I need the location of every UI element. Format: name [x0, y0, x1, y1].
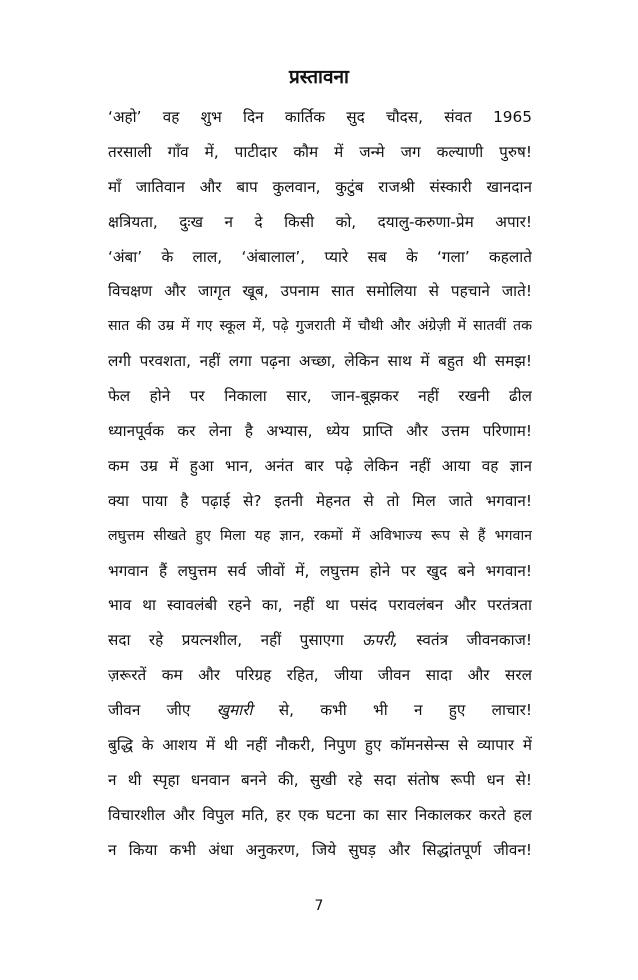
emphasis-text: खुमारी — [216, 701, 253, 720]
poem-line: ‘अंबा’ के लाल, ‘अंबालाल’, प्यारे सब के ‘गला’ कहलाते — [108, 247, 532, 266]
poem-line: माँ जातिवान और बाप कुलवान, कुटुंब राजश्री संस्कारी खानदान — [108, 177, 532, 196]
emphasis-text: ऊपरी, — [362, 631, 398, 650]
poem-line — [108, 623, 532, 658]
poem-line: भगवान हैं लघुत्तम सर्व जीवों में, लघुत्तम होने पर खुद बने भगवान! — [108, 561, 532, 580]
poem-line: ज़रूरतें कम और परिग्रह रहित, जीया जीवन सादा और सरल — [108, 666, 532, 685]
line-text: जीवन जीए — [108, 701, 217, 720]
poem-line: लघुत्तम सीखते हुए मिला यह ज्ञान, रकमों में अविभाज्य रूप से हैं भगवान — [108, 527, 532, 544]
poem-line: क्या पाया है पढ़ाई से? इतनी मेहनत से तो मिल जाते भगवान! — [108, 491, 532, 510]
poem-line: न किया कभी अंधा अनुकरण, जिये सुघड़ और सिद्धांतपूर्ण जीवन! — [108, 840, 532, 859]
poem-line: विचारशील और विपुल मति, हर एक घटना का सार निकालकर करते हल — [108, 805, 532, 824]
line-text: से, कभी भी न हुए लाचार! — [252, 701, 532, 720]
line-text: सदा रहे प्रयत्नशील, नहीं पुसाएगा — [108, 631, 363, 650]
poem-line: तरसाली गाँव में, पाटीदार कौम में जन्मे जग कल्याणी पुरुष! — [108, 142, 532, 161]
poem-line: ध्यानपूर्वक कर लेना है अभ्यास, ध्येय प्राप्ति और उत्तम परिणाम! — [108, 422, 532, 441]
poem-line: विचक्षण और जागृत खूब, उपनाम सात समोलिया से पहचाने जाते! — [108, 282, 532, 301]
line-text: स्वतंत्र जीवनकाज! — [397, 631, 532, 650]
poem-line: कम उम्र में हुआ भान, अनंत बार पढ़े लेकिन नहीं आया वह ज्ञान — [108, 456, 532, 475]
poem-line: लगी परवशता, नहीं लगा पढ़ना अच्छा, लेकिन साथ में बहुत थी समझ! — [108, 352, 532, 371]
page-title: प्रस्तावना — [289, 66, 349, 88]
poem-line — [108, 693, 532, 728]
poem-line: न थी स्पृहा धनवान बनने की, सुखी रहे सदा संतोष रूपी धन से! — [108, 770, 532, 789]
poem-line: फेल होने पर निकाला सार, जान-बूझकर नहीं रखनी ढील — [108, 387, 532, 406]
poem-line: ‘अहो’ वह शुभ दिन कार्तिक सुद चौदस, संवत 1965 — [108, 108, 532, 126]
poem-line: बुद्धि के आशय में थी नहीं नौकरी, निपुण हुए कॉमनसेन्स से व्यापार में — [108, 736, 532, 755]
page-number: 7 — [314, 898, 324, 914]
poem-line: क्षत्रियता, दुःख न दे किसी को, दयालु-करुणा-प्रेम अपार! — [108, 212, 532, 231]
poem-line: भाव था स्वावलंबी रहने का, नहीं था पसंद परावलंबन और परतंत्रता — [108, 596, 532, 615]
poem-line: सात की उम्र में गए स्कूल में, पढ़े गुजराती में चौथी और अंग्रेज़ी में सातवीं तक — [108, 318, 532, 335]
poem-body — [108, 100, 532, 868]
